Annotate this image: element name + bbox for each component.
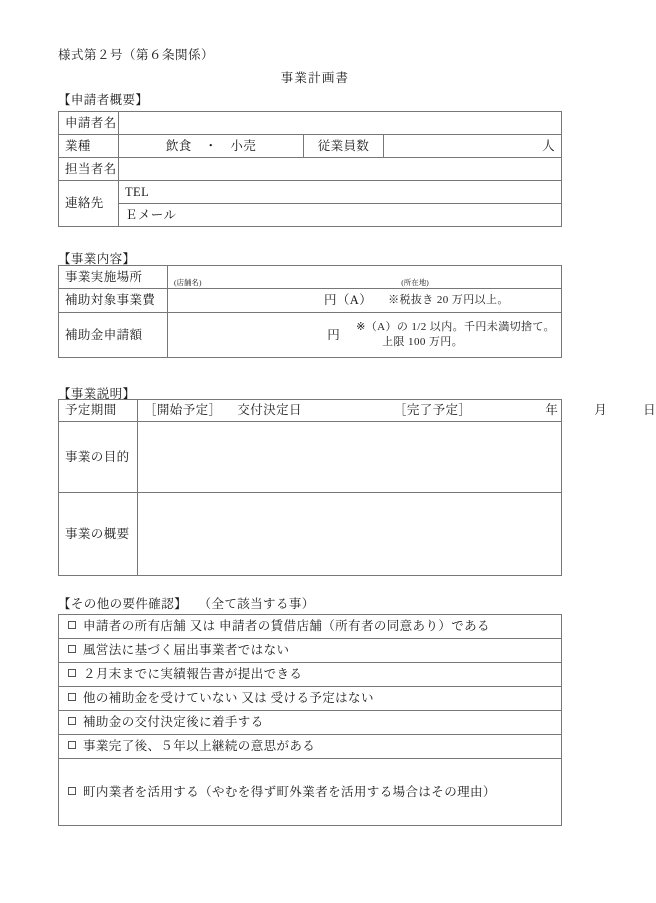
table-row [59,313,562,358]
checkbox-icon[interactable] [68,717,76,725]
end-month-label: 月 [594,403,608,418]
subsidy-amount-unit: 円 [327,327,341,342]
subsidy-amount-label: 補助金申請額 [59,313,168,358]
list-item[interactable] [59,663,562,687]
eligible-cost-unit: 円（A） [323,293,373,308]
checklist-label: 事業完了後、５年以上継続の意思がある [83,739,316,754]
requirements-checklist-table [58,614,562,826]
end-date-label: ［完了予定］ [393,403,472,418]
subsidy-amount-field[interactable] [168,313,562,358]
table-row [59,112,562,135]
contact-person-field[interactable] [119,158,562,181]
planned-period-field[interactable] [138,400,656,422]
planned-period-label: 予定期間 [59,400,138,422]
shop-name-hint: (店舗名) [174,277,202,287]
business-outline-field[interactable] [138,493,562,576]
list-item[interactable] [59,639,562,663]
list-item[interactable] [59,759,562,826]
checklist-label: 申請者の所有店舗 又は 申請者の賃借店舗（所有者の同意あり）である [83,619,490,634]
implementation-place-label: 事業実施場所 [59,266,168,289]
address-hint: (所在地) [401,277,429,287]
checklist-cell[interactable] [59,711,562,735]
table-row [59,493,562,576]
section-heading-business-content: 【事業内容】 [58,252,136,266]
applicant-overview-table [58,111,562,227]
end-day-label: 日 [643,403,656,418]
business-purpose-label: 事業の目的 [59,422,138,493]
checklist-label: 他の補助金を受けていない 又は 受ける予定はない [83,691,374,706]
document-title: 事業計画書 [280,71,350,85]
checklist-label: 風営法に基づく届出事業者ではない [83,643,290,658]
table-row [59,181,562,204]
start-date-value: 交付決定日 [237,403,302,418]
business-content-table [58,265,562,358]
table-row [59,135,562,158]
checkbox-icon[interactable] [68,693,76,701]
checkbox-icon[interactable] [68,669,76,677]
table-row [59,158,562,181]
checkbox-icon[interactable] [68,787,76,795]
other-requirements-label: 【その他の要件確認】 [58,597,188,611]
eligible-cost-field[interactable] [168,289,562,313]
applicant-name-field[interactable] [119,112,562,135]
checklist-cell[interactable] [59,639,562,663]
list-item[interactable] [59,615,562,639]
checklist-cell[interactable] [59,663,562,687]
industry-field[interactable]: 飲食 ・ 小売 [119,135,304,158]
table-row [59,266,562,289]
checklist-label: 町内業者を活用する（やむを得ず町外業者を活用する場合はその理由） [83,784,496,799]
list-item[interactable] [59,687,562,711]
business-purpose-field[interactable] [138,422,562,493]
contact-info-label: 連絡先 [59,181,119,227]
employee-count-field[interactable]: 人 [384,135,562,158]
checklist-cell[interactable] [59,687,562,711]
section-heading-applicant: 【申請者概要】 [58,93,149,107]
table-row [59,422,562,493]
email-field[interactable]: Ｅメール [119,204,562,227]
other-requirements-note: （全て該当する事） [198,597,315,611]
table-row [59,400,562,422]
table-row [59,204,562,227]
business-outline-label: 事業の概要 [59,493,138,576]
section-heading-other-requirements [58,594,315,612]
industry-label: 業種 [59,135,119,158]
subsidy-note-line1: ※（A）の 1/2 以内。千円未満切捨て。 [356,321,555,334]
checkbox-icon[interactable] [68,621,76,629]
telephone-field[interactable]: TEL [119,181,562,204]
list-item[interactable] [59,711,562,735]
contact-person-label: 担当者名 [59,158,119,181]
checkbox-icon[interactable] [68,645,76,653]
form-number: 様式第２号（第６条関係） [58,48,215,62]
business-description-table [58,399,656,576]
end-year-label: 年 [545,403,559,418]
applicant-name-label: 申請者名 [59,112,119,135]
eligible-cost-note: ※税抜き 20 万円以上。 [388,294,509,307]
list-item[interactable] [59,735,562,759]
implementation-place-field[interactable] [168,266,562,289]
checklist-cell-with-reason[interactable] [59,759,562,826]
employee-count-label: 従業員数 [304,135,384,158]
eligible-cost-label: 補助対象事業費 [59,289,168,313]
checklist-label: 補助金の交付決定後に着手する [83,715,264,730]
checklist-label: ２月末までに実績報告書が提出できる [83,667,303,682]
subsidy-note-line2: 上限 100 万円。 [382,336,464,348]
checklist-cell[interactable] [59,615,562,639]
checkbox-icon[interactable] [68,741,76,749]
table-row [59,289,562,313]
section-heading-business-description: 【事業説明】 [58,387,136,401]
start-date-label: ［開始予定］ [144,403,222,418]
checklist-cell[interactable] [59,735,562,759]
